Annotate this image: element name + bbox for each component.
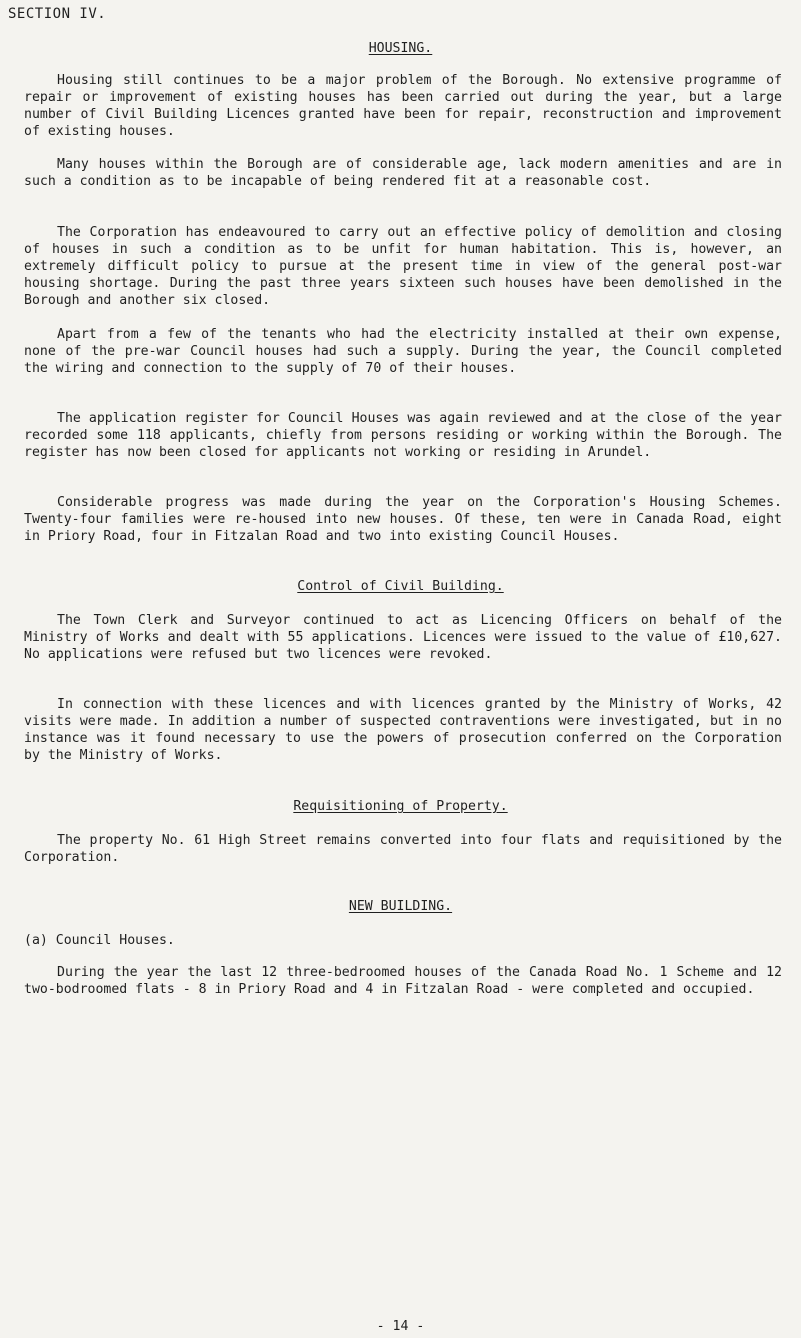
requisition-heading: Requisitioning of Property. (293, 799, 508, 814)
paragraph-licences: The Town Clerk and Surveyor continued to act as Licencing Officers on behalf of the Ministry of Works and dealt with 55 applications. Licences were issued to the value of £10,627. No applications were refused but two licences were revoked. (24, 613, 782, 662)
paragraph-requisition: The property No. 61 High Street remains converted into four flats and requisitioned by the Corporation. (24, 833, 782, 865)
paragraph-register: The application register for Council Houses was again reviewed and at the close of the year recorded some 118 applicants, chiefly from persons residing or working within the Borough. The register has now been closed for applicants not working or residing in Arundel. (24, 411, 782, 460)
paragraph-progress: Considerable progress was made during the year on the Corporation's Housing Schemes. Twenty-four families were re-housed into new houses. Of these, ten were in Canada Road, eight in Priory Road, four in Fitzalan Road and two into existing Council Houses. (24, 495, 782, 544)
new-building-heading: NEW BUILDING. (348, 899, 453, 914)
paragraph-housing-problem: Housing still continues to be a major problem of the Borough. No extensive programme of repair or improvement of existing houses has been carried out during the year, but a large number of Civil Building Licences granted have been for repair, reconstruction and improvement of existing houses. (24, 73, 782, 139)
control-heading: Control of Civil Building. (297, 579, 504, 594)
section-label: SECTION IV. (8, 6, 107, 22)
page-number: - 14 - (376, 1319, 425, 1334)
paragraph-electricity: Apart from a few of the tenants who had the electricity installed at their own expense, none of the pre-war Council houses had such a supply. During the year, the Council completed the wiring and connection to the supply of 70 of their houses. (24, 327, 782, 376)
paragraph-demolition: The Corporation has endeavoured to carry out an effective policy of demolition and closing of houses in such a condition as to be unfit for human habitation. This is, however, an extremely difficult policy to pursue at the present time in view of the general post-war housing shortage. During the past three years sixteen such houses have been demolished in the Borough and another six closed. (24, 225, 782, 308)
council-houses-label: (a) Council Houses. (24, 933, 175, 948)
paragraph-old-houses: Many houses within the Borough are of considerable age, lack modern amenities and are in such a condition as to be incapable of being rendered fit at a reasonable cost. (24, 157, 782, 189)
paragraph-visits: In connection with these licences and with licences granted by the Ministry of Works, 42 visits were made. In addition a number of suspected contraventions were investigated, but in no instance was it found necessary to use the powers of prosecution conferred on the Corporation by the Ministry of Works. (24, 697, 782, 763)
housing-heading: HOUSING. (368, 41, 433, 56)
paragraph-new-houses: During the year the last 12 three-bedroomed houses of the Canada Road No. 1 Scheme and 12 two-bodroomed flats - 8 in Priory Road and 4 in Fitzalan Road - were completed and occupied. (24, 965, 782, 997)
